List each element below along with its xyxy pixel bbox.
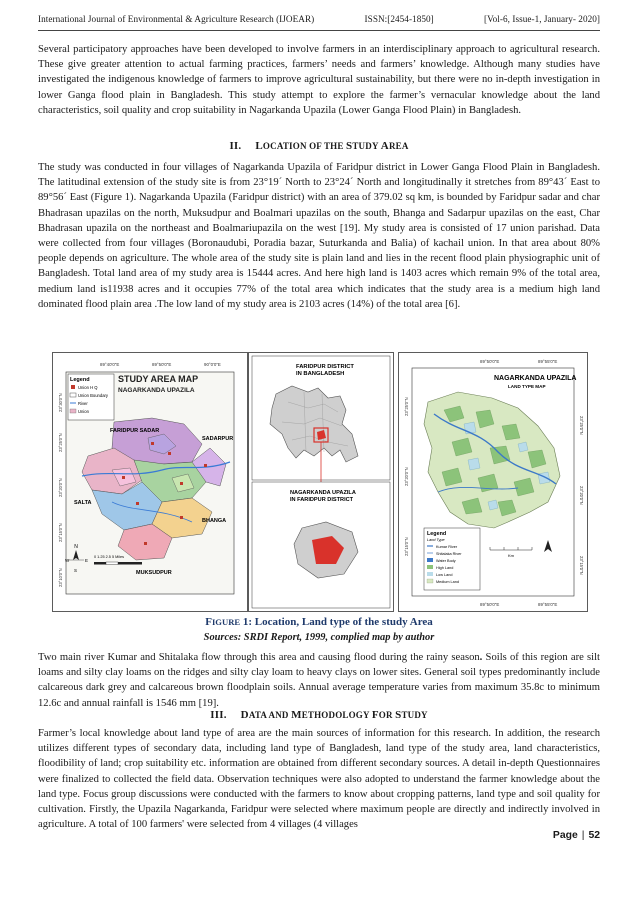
section-2-heading: II. LOCATION OF THE STUDY AREA [229,140,409,152]
map1-side-tick-5: 23°10'0"N [58,568,63,587]
water-body-icon [427,558,433,562]
header-rule [38,30,600,31]
map3-legend [424,528,480,590]
figure-caption: FIGURE 1: Location, Land type of the study Area [205,616,433,628]
map2-title: FARIDPUR DISTRICT [296,364,354,370]
map3-side-tick-3: 23°15'0"N [404,537,409,556]
map3-subtitle: LAND TYPE MAP [508,384,546,389]
volume-issue: [Vol-6, Issue-1, January- 2020] [484,14,600,24]
map1-side-tick-4: 23°15'0"N [58,523,63,542]
section-3-number: III. [210,709,227,721]
svg-text:S: S [74,568,78,573]
section-3-heading: III. DATA AND METHODOLOGY FOR STUDY [210,709,428,721]
intro-paragraph: Several participatory approaches have been developed to involve farmers in an interdisciplinary approach to agricultural research. These give greater attention to actual farming practices, farmers’ needs and farmers’ knowledge. Although many studies have investigated the indigenous knowledge of farmers to improve agricultural sustainability, but there were no in-depth investigation in lower Ganga flood plain in Bangladesh. This study attempt to explore the farmer’s vernacular knowledge about the land characteristics, soil quality and crop suitability in Nagarkanda Upazila (Lower Ganga Flood Plain) in Bangladesh. [38,44,600,116]
svg-text:Water Body: Water Body [436,559,456,563]
map2-inset-subtitle: IN FARIDPUR DISTRICT [290,497,354,503]
svg-text:N: N [74,544,78,550]
low-land-icon [427,572,433,576]
svg-text:River: River [78,401,88,406]
rivers-paragraph: Two main river Kumar and Shitalaka flow through this area and causing flood during the rainy season. Soils of this region are silt loams and silty clay loams on the ridges and silty clay loam to heavy clays on lower sites. General soil types predominantly include calcareous dark grey and calcareous brown floodplain soils. Annual average temperature varies from maximum 35.8c to minimum 12.6c and annual rainfall is 1546 mm [19]. [38,652,601,709]
label-faridpur-sadar: FARIDPUR SADAR [110,428,160,434]
svg-text:Union: Union [78,409,89,414]
map3-bottom-tick-2: 89°55'0"E [538,602,558,607]
svg-text:Shitalaka River: Shitalaka River [436,552,462,556]
map3-right-tick-2: 23°20'0"N [579,486,584,505]
map3-side-tick-2: 23°20'0"N [404,467,409,486]
svg-text:Legend: Legend [70,377,90,383]
union-hq-icon [71,385,75,389]
section-2-paragraph: The study was conducted in four villages of Nagarkanda Upazila of Faridpur district in Lower Ganga Flood Plain in Bangladesh. The latitudinal extension of the study site is from 23°19´ North to 23°24´ North and longitudinally it stretches from 89°43´ East to 89°56´ East (Figure 1). Nagarkanda Upazila (Faridpur district) with an area of 379.02 sq km, is bounded by Faridpur sadar and char Bhadrasan upazilas on the north, Muksudpur and Boalmari upazilas on the south, Bhanga and Sadarpur upazilas on the east, Char Bhadrasan upazila on the northeast and Boalmariupazila on the west [19]. My study area is consisted of 17 union parishad. Data were collected from four villages (Boronaudubi, Poradia bazar, Suturkanda and Balia) of kachail union. In that area about 80% people depends on agriculture. The whole area of the study site is plain land and lies in the recent flood plain physiographic unit of Bangladesh. Total land area of my study area is 15444 acres. And here high land is 1403 acres which remain 9% of the total area, medium land is11938 acres and it occupies 77% of the total area which indicates that the study area is a medium high land dominated flood plain area .The low land of my study area is 2103 acres (14%) of the total area [6]. [38,162,600,310]
map1-title: STUDY AREA MAP [118,374,199,384]
study-area-map-svg [52,352,248,612]
section-3-paragraph: Farmer’s local knowledge about land type of area are the main sources of information for this research. In addition, the research utilizes different types of secondary data, including land type of Bangladesh, land type of the study area, land characteristics, floodibility of land; crop suitability etc. information are obtained from different secondary sources. A detail in-depth Questionnaires were finalized to collected the field data. Observation techniques were also adopted to understand the farmer knowledge about the land type. Focus group discussions were conducted with the farmers to know about cropping patterns, land type and soil quality for cultivation. Firstly, the Upazila Nagarkanda, Faridpur were selected where maximum people are directly and indirectly involved in agriculture. A total of 100 farmers' were selected from 4 villages (4 villages [38,728,600,831]
map1-subtitle: NAGARKANDA UPAZILA [118,387,195,394]
medium-land-icon [427,579,433,583]
svg-text:E: E [85,558,89,563]
section-2-number: II. [229,140,242,152]
svg-text:Land Type: Land Type [427,538,445,542]
map3-bottom-tick-1: 89°50'0"E [480,602,500,607]
label-bhanga: BHANGA [202,518,227,524]
study-area-map [52,352,248,612]
svg-text:Union Boundary: Union Boundary [78,393,109,398]
issn: ISSN:[2454-1850] [364,14,434,24]
map1-top-tick-1: 89°40'0"E [100,362,120,367]
map3-right-tick-3: 23°15'0"N [579,556,584,575]
map2-inset-title: NAGARKANDA UPAZILA [290,490,356,496]
land-type-map [398,352,588,612]
label-sadarpur: SADARPUR [202,436,234,442]
union-icon [70,409,76,413]
svg-text:High Land: High Land [436,566,454,570]
map1-top-tick-3: 90°0'0"E [204,362,221,367]
map1-top-tick-2: 89°50'0"E [152,362,172,367]
land-type-map-svg [398,352,588,612]
svg-text:Km: Km [508,553,514,558]
district-locator-map [248,352,394,612]
svg-text:Low Land: Low Land [436,573,453,577]
district-locator-map-svg [248,352,394,612]
svg-text:Kumar River: Kumar River [436,545,458,549]
label-salta: SALTA [74,500,92,506]
map2-subtitle: IN BANGLADESH [296,371,345,377]
journal-name: International Journal of Environmental & Agriculture Research (IJOEAR) [38,14,315,24]
map3-top-tick-1: 89°50'0"E [480,359,500,364]
map3-top-tick-2: 89°55'0"E [538,359,558,364]
map3-title: NAGARKANDA UPAZILA [494,375,577,382]
high-land-icon [427,565,433,569]
label-muksudpur: MUKSUDPUR [136,570,172,576]
svg-text:Legend: Legend [427,531,447,537]
running-header [38,14,600,24]
svg-text:Union H Q: Union H Q [78,385,98,390]
map1-side-tick-2: 23°25'0"N [58,433,63,452]
map1-side-tick-1: 23°30'0"N [58,393,63,412]
figure-sources: Sources: SRDI Report, 1999, complied map by author [203,632,435,643]
svg-text:Medium Land: Medium Land [436,580,460,584]
page-number: Page | 52 [552,830,600,841]
map1-side-tick-3: 23°20'0"N [58,478,63,497]
svg-text:W: W [65,558,70,563]
map1-legend [68,374,114,420]
svg-text:0 1.25 2.5 5 Miles: 0 1.25 2.5 5 Miles [94,555,124,559]
map3-side-tick-1: 23°25'0"N [404,397,409,416]
map3-right-tick-1: 23°25'0"N [579,416,584,435]
